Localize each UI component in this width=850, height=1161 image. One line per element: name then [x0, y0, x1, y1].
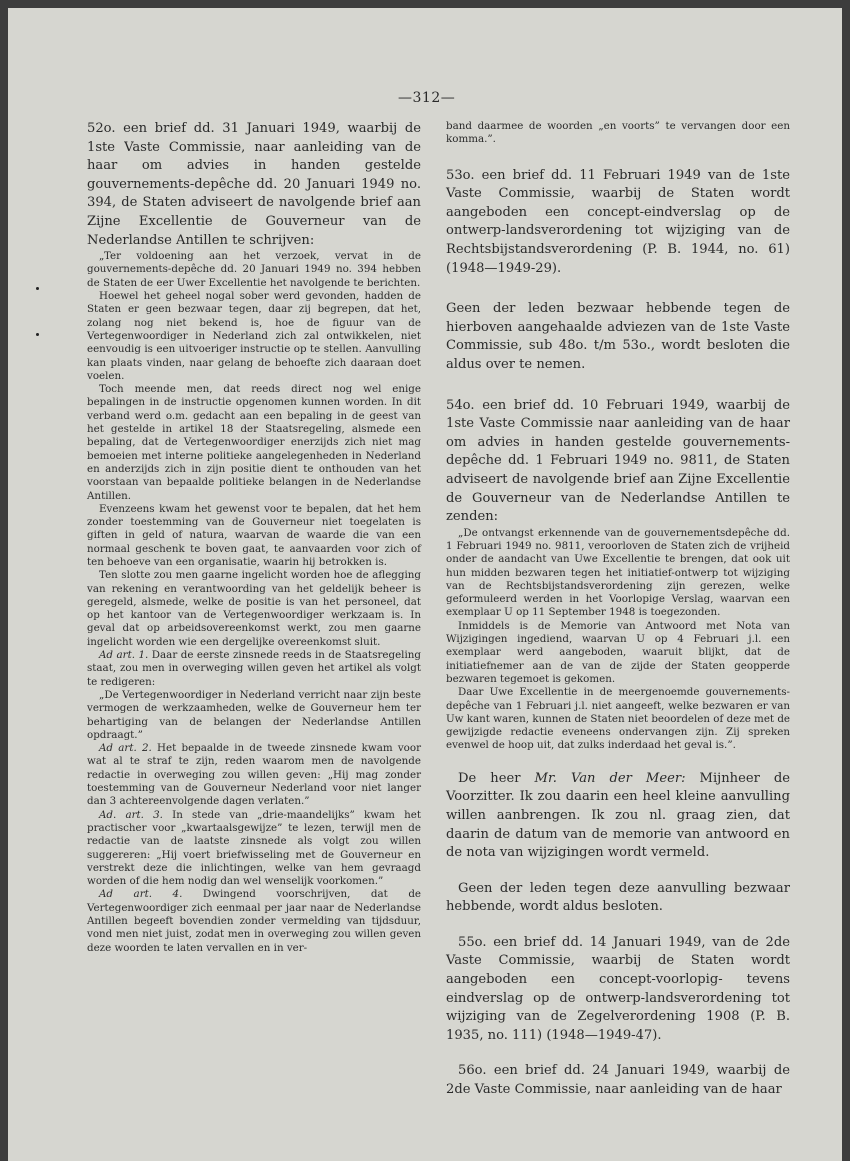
article-paragraph	[87, 742, 421, 808]
speaker-name: Mr. Van der Meer:	[534, 770, 686, 786]
letter-paragraph: Hoewel het geheel nogal sober werd gevonden, hadden de Staten er geen bezwaar tegen, daar zij begrepen, dat het, zolang nog niet bekend is, hoe de figuur van de Vertegenwoordiger in Nederland zich zal ontwikkelen, niet eenvoudig is een uitvoeriger instructie op te stellen. Aanvulling kan plaats vinden, naar gelang de behoefte zich daaraan doet voelen.	[87, 290, 421, 382]
right-column	[446, 120, 790, 1100]
margin-dot	[36, 333, 39, 336]
article-text: Daar de eerste zinsnede reeds in de Staatsregeling staat, zou men in overweging willen geven het artikel als volgt te redigeren:	[87, 649, 421, 688]
letter-paragraph: „De ontvangst erkennende van de gouvernementsdepêche dd. 1 Februari 1949 no. 9811, veroorloven de Staten zich de vrijheid onder de aandacht van Uwe Excellentie te brengen, dat ook uit hun midden bezwaren tegen het initiatief-ontwerp tot wijziging van de Rechtsbijstandsverordening zijn gerezen, welke geformuleerd werden in het Voorlopige Verslag, waarvan een exemplaar U op 11 September 1948 is toegezonden.	[446, 526, 790, 619]
item-54: 54o. een brief dd. 10 Februari 1949, waarbij de 1ste Vaste Commissie naar aanleiding van de haar om advies in handen gestelde gouvernements-depêche dd. 1 Februari 1949 no. 9811, de Staten adviseert de navolgende brief aan Zijne Excellentie de Gouverneur van de Nederlandse Antillen te zenden:	[446, 397, 790, 525]
speaker-intro: De heer	[458, 770, 535, 786]
letter-paragraph: Inmiddels is de Memorie van Antwoord met Nota van Wijzigingen ingediend, waarvan U op 4 Februari j.l. een exemplaar werd aangeboden, waaruit blijkt, dat de initiatiefnemer aan de van de zijde der Staten geopperde bezwaren tegemoet is gekomen.	[446, 619, 790, 685]
article-text: Het bepaalde in de tweede zinsnede kwam voor wat al te straf te zijn, reden waarom men de navolgende redactie in overweging zou willen geven: „Hij mag zonder toestemming van de Gouverneur Nederland voor niet langer dan 3 achtereenvolgende dagen verlaten.”	[87, 742, 421, 808]
letter-paragraph: Evenzeens kwam het gewenst voor te bepalen, dat het hem zonder toestemming van de Gouverneur niet toegelaten is giften in geld of natura, waarvan de waarde die van een normaal geschenk te boven gaat, te aanvaarden voor zich of ten behoeve van een organisatie, waarin hij betrokken is.	[87, 502, 421, 568]
item-55: 55o. een brief dd. 14 Januari 1949, van de 2de Vaste Commissie, waarbij de Staten wordt aangeboden een concept-voorlopig- tevens eindverslag op de ontwerp-landsverordening tot wijziging van de Zegelverordening 1908 (P. B. 1935, no. 111) (1948—1949-47).	[446, 934, 790, 1043]
letter-paragraph: „De Vertegenwoordiger in Nederland verricht naar zijn beste vermogen de werkzaamheden, welke de Gouverneur hem ter behartiging van de belangen der Nederlandse Antillen opdraagt.”	[87, 688, 421, 741]
speaker-paragraph	[446, 770, 790, 863]
article-text: In stede van „drie-maandelijks” kwam het practischer voor „kwartaalsgewijze” te lezen, terwijl men de redactie van de laatste zinsnede als volgt zou willen suggereren: „Hij voert briefwisseling met de Gouverneur en verstrekt deze die inlichtingen, welke van hem gevraagd worden of die hem nodig dan wel wenselijk voorkomen.”	[87, 808, 421, 888]
page-number: —312—	[398, 90, 456, 106]
article-label: Ad art. 1.	[99, 649, 149, 662]
letter-paragraph: Daar Uwe Excellentie in de meergenoemde gouvernements-depêche van 1 Februari j.l. niet aangeeft, welke bezwaren er van Uw kant waren, kunnen de Staten niet beoordelen of deze met de gewijzigde redactie eveneens ondervangen zijn. Zij spreken evenwel de hoop uit, dat zulks inderdaad het geval is.”.	[446, 686, 791, 752]
document-page	[8, 8, 842, 1161]
item-53: 53o. een brief dd. 11 Februari 1949 van de 1ste Vaste Commissie, waarbij de Staten wordt aangeboden een concept-eindverslag op de ontwerp-landsverordening tot wijziging van de Rechtsbijstandsverordening (P. B. 1944, no. 61) (1948—1949-29).	[446, 167, 790, 276]
article-text: Dwingend voorschrijven, dat de Vertegenwoordiger zich eenmaal per jaar naar de Nederlandse Antillen begeeft bovendien zonder vermelding van tijdsduur, vond men niet juist, zodat men in overweging zou willen geven deze woorden te laten vervallen en in ver-	[87, 888, 422, 954]
article-label: Ad. art. 3.	[99, 808, 163, 821]
left-column	[87, 120, 421, 955]
article-label: Ad art. 2.	[99, 742, 152, 755]
article-paragraph	[87, 649, 421, 689]
letter-paragraph: band daarmee de woorden „en voorts” te vervangen door een komma.”.	[446, 120, 790, 146]
resolution-paragraph: Geen der leden tegen deze aanvulling bezwaar hebbende, wordt aldus besloten.	[446, 880, 790, 915]
margin-dot	[36, 287, 39, 290]
letter-paragraph: Ten slotte zou men gaarne ingelicht worden hoe de aflegging van rekening en verantwoording van het geldelijk beheer is geregeld, alsmede, welke de positie is van het personeel, dat op het kantoor van de Vertegenwoordiger werkzaam is. In geval dat op arbeidsovereenkomst werkt, zou men gaarne ingelicht worden wie een dergelijke overeenkomst sluit.	[87, 569, 421, 648]
letter-paragraph: Toch meende men, dat reeds direct nog wel enige bepalingen in de instructie opgenomen kunnen worden. In dit verband werd o.m. gedacht aan een bepaling in de geest van het gestelde in artikel 18 der Staatsregeling, alsmede een bepaling, dat de Vertegenwoordiger enerzijds zich niet mag bemoeien met interne politieke aangelegenheden in Nederland en anderzijds zich in zijn positie dient te onthouden van het voorstaan van bepaalde politieke belangen in de Nederlandse Antillen.	[87, 383, 421, 502]
resolution-paragraph: Geen der leden bezwaar hebbende tegen de hierboven aangehaalde adviezen van de 1ste Vaste Commissie, sub 48o. t/m 53o., wordt besloten die aldus over te nemen.	[446, 301, 790, 372]
letter-paragraph: „Ter voldoening aan het verzoek, vervat in de gouvernements-depêche dd. 20 Januari 1949 no. 394 hebben de Staten de eer Uwer Excellentie het navolgende te berichten.	[87, 250, 421, 289]
article-label: Ad art. 4.	[99, 888, 183, 901]
article-paragraph	[87, 888, 421, 954]
speaker-text: Mijnheer de Voorzitter. Ik zou daarin een heel kleine aanvulling willen aanbrengen. Ik zou nl. graag zien, dat daarin de datum van de memorie van antwoord en de nota van wijzigingen wordt vermeld.	[446, 770, 791, 861]
item-52: 52o. een brief dd. 31 Januari 1949, waarbij de 1ste Vaste Commissie, naar aanleiding van de haar om advies in handen gestelde gouvernements-depêche dd. 20 Januari 1949 no. 394, de Staten adviseert de navolgende brief aan Zijne Excellentie de Gouverneur van de Nederlandse Antillen te schrijven:	[87, 121, 421, 248]
article-paragraph	[87, 809, 421, 889]
item-56: 56o. een brief dd. 24 Januari 1949, waarbij de 2de Vaste Commissie, naar aanleiding van de haar	[446, 1063, 790, 1098]
